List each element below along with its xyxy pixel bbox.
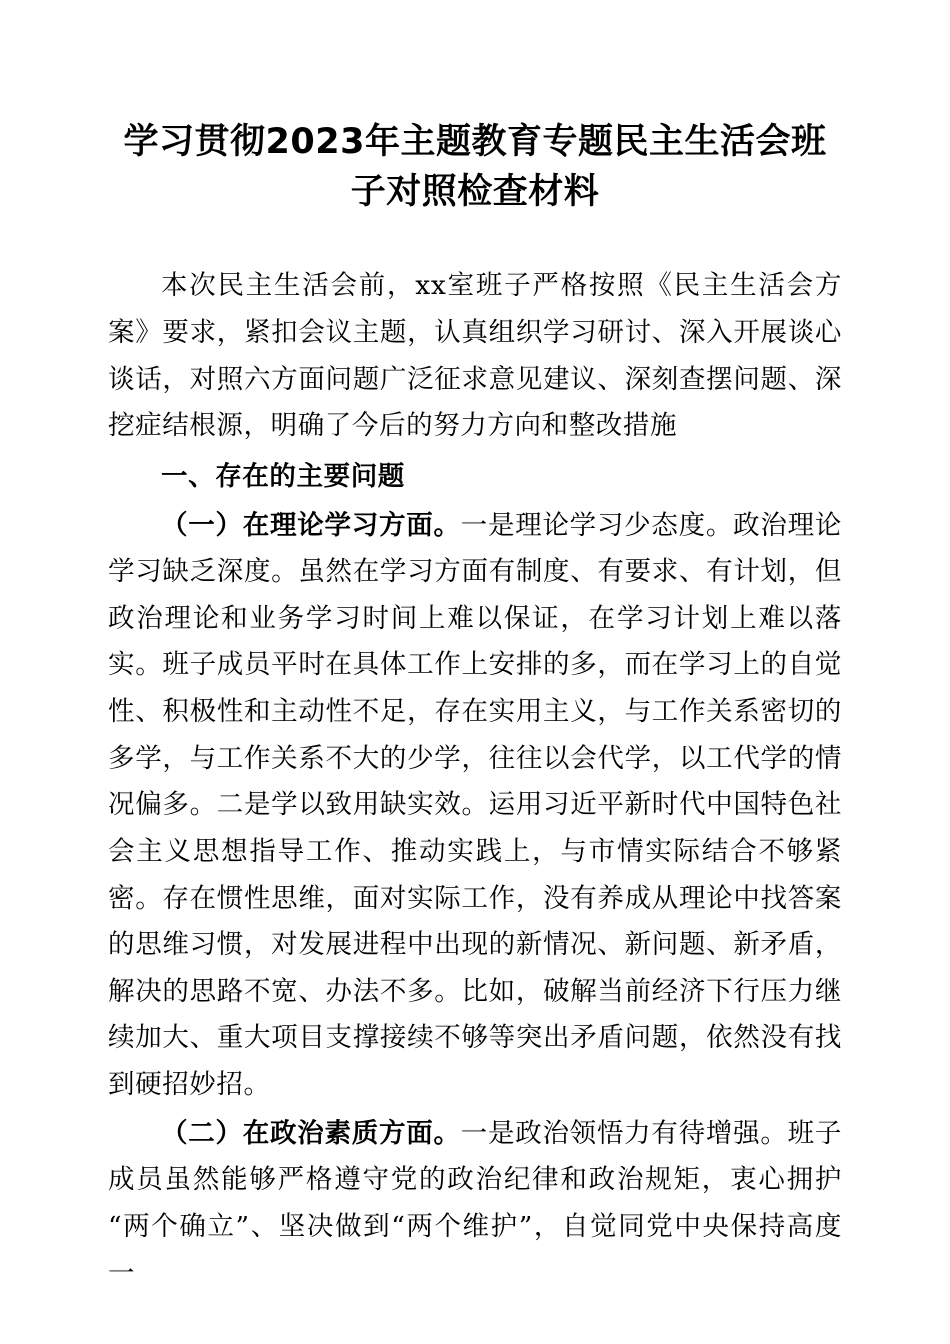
paragraph-political-quality-lead: （二）在政治素质方面。 (161, 1117, 461, 1149)
paragraph-theory-study-lead: （一）在理论学习方面。 (161, 509, 461, 541)
page-title: 学习贯彻2023年主题教育专题民主生活会班子对照检查材料 (123, 122, 827, 212)
intro-paragraph: 本次民主生活会前，xx室班子严格按照《民主生活会方案》要求，紧扣会议主题，认真组织学习研讨、深入开展谈心谈话，对照六方面问题广泛征求意见建议、深刻查摆问题、深挖症结根源，明确了今后的努力方向和整改措施 (108, 270, 842, 442)
section-heading-main-problems: 一、存在的主要问题 (161, 460, 405, 492)
paragraph-theory-study-body: 一是理论学习少态度。政治理论学习缺乏深度。虽然在学习方面有制度、有要求、有计划，但政治理论和业务学习时间上难以保证，在学习计划上难以落实。班子成员平时在具体工作上安排的多，而在学习上的自觉性、积极性和主动性不足，存在实用主义，与工作关系密切的多学，与工作关系不大的少学，往往以会代学，以工代学的情况偏多。二是学以致用缺实效。运用习近平新时代中国特色社会主义思想指导工作、推动实践上，与市情实际结合不够紧密。存在惯性思维，面对实际工作，没有养成从理论中找答案的思维习惯，对发展进程中出现的新情况、新问题、新矛盾，解决的思路不宽、办法不多。比如，破解当前经济下行压力继续加大、重大项目支撑接续不够等突出矛盾问题，依然没有找到硬招妙招。 (108, 509, 842, 1100)
paragraph-theory-study (108, 503, 842, 1109)
paragraph-political-quality (108, 1111, 842, 1298)
paragraph-political-quality-body: 一是政治领悟力有待增强。班子成员虽然能够严格遵守党的政治纪律和政治规矩，衷心拥护“两个确立”、坚决做到“两个维护”，自觉同党中央保持高度一 (108, 1117, 842, 1289)
